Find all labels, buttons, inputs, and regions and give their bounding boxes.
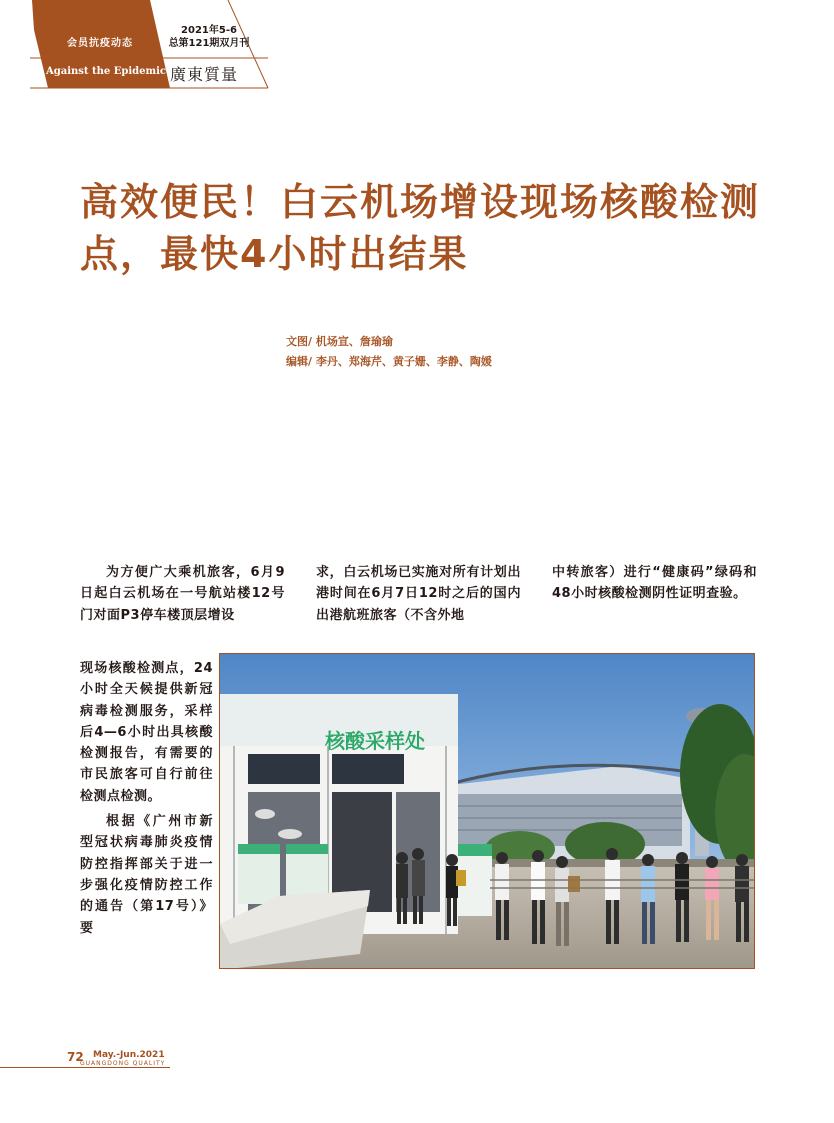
- photo-testing-booth-illustration: [220, 654, 755, 969]
- section-label-english: Against the Epidemic: [46, 66, 166, 77]
- booth-sign: 核酸采样处: [325, 729, 425, 753]
- body-column-2: [316, 562, 521, 626]
- credit-editor: 编辑/ 李丹、郑海芹、黄子姗、李静、陶媛: [286, 355, 492, 368]
- magazine-name: 廣東質量: [170, 65, 239, 84]
- page-number: 72: [67, 1050, 84, 1064]
- page-footer: [0, 1045, 834, 1085]
- body-column-1: [80, 562, 285, 626]
- issue-date: 2021年5-6: [181, 25, 237, 36]
- body-paragraph-service: 现场核酸检测点，24小时全天候提供新冠病毒检测服务，采样后4—6小时出具核酸检测报告，有需要的市民旅客可自行前往检测点检测。: [80, 661, 213, 804]
- body-paragraph-notice: 根据《广州市新型冠状病毒肺炎疫情防控指挥部关于进一步强化疫情防控工作的通告（第17号）》要: [80, 814, 213, 936]
- body-paragraph-requirement: 求，白云机场已实施对所有计划出港时间在6月7日12时之后的国内出港航班旅客（不含外地: [316, 565, 521, 623]
- footer-divider: [0, 1067, 170, 1068]
- article-photo: [219, 653, 755, 969]
- footer-brand: GUANGDONG QUALITY: [80, 1060, 166, 1067]
- body-paragraph-intro: 为方便广大乘机旅客，6月9日起白云机场在一号航站楼12号门对面P3停车楼顶层增设: [80, 565, 285, 623]
- body-paragraph-check: 中转旅客）进行“健康码”绿码和48小时核酸检测阴性证明查验。: [552, 565, 757, 602]
- body-column-1-narrow: [80, 658, 213, 939]
- footer-date: May.-Jun.2021: [93, 1050, 165, 1060]
- credit-author: 文图/ 机场宣、詹瑜瑜: [286, 335, 393, 348]
- body-column-3: [552, 562, 757, 605]
- section-label: 会员抗疫动态: [67, 38, 133, 49]
- issue-number: 总第121期双月刊: [168, 38, 250, 49]
- article-credits: [286, 332, 492, 372]
- issue-info: [160, 24, 258, 50]
- page-header: [0, 0, 834, 92]
- article-title: 高效便民！白云机场增设现场核酸检测点，最快4小时出结果: [80, 180, 761, 276]
